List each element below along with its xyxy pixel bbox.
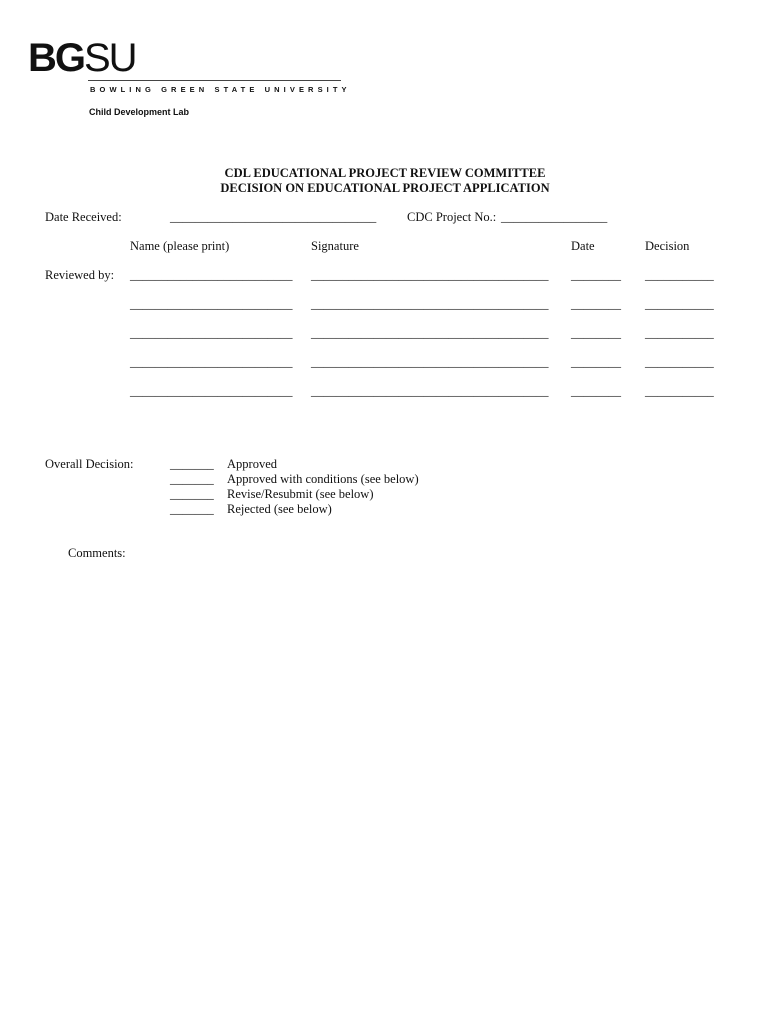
reviewer-signature-field[interactable]: ______________________________________	[311, 326, 549, 340]
form-title-line-1: CDL EDUCATIONAL PROJECT REVIEW COMMITTEE	[224, 166, 546, 180]
logo-wordmark	[28, 38, 136, 78]
reviewer-name-field[interactable]: __________________________	[130, 297, 293, 311]
reviewer-decision-field[interactable]: ___________	[645, 355, 714, 369]
decision-option-label: Revise/Resubmit (see below)	[227, 487, 374, 501]
reviewer-date-field[interactable]: ________	[571, 326, 621, 340]
date-received-label: Date Received:	[45, 210, 122, 224]
reviewer-date-field[interactable]: ________	[571, 384, 621, 398]
comments-label: Comments:	[68, 546, 126, 560]
department-name: Child Development Lab	[89, 107, 190, 117]
decision-blank-field[interactable]: _______	[170, 472, 214, 486]
reviewer-date-field[interactable]: ________	[571, 268, 621, 282]
reviewer-decision-field[interactable]: ___________	[645, 268, 714, 282]
reviewer-decision-field[interactable]: ___________	[645, 326, 714, 340]
reviewer-decision-field[interactable]: ___________	[645, 384, 714, 398]
reviewer-date-field[interactable]: ________	[571, 355, 621, 369]
column-header-name: Name (please print)	[130, 239, 230, 253]
decision-option-label: Approved with conditions (see below)	[227, 472, 419, 486]
date-received-field[interactable]: _________________________________	[170, 210, 377, 224]
logo-tagline: BOWLING GREEN STATE UNIVERSITY	[90, 85, 351, 94]
logo-bold-text: BG	[28, 36, 84, 80]
decision-option-label: Rejected (see below)	[227, 502, 332, 516]
column-header-date: Date	[571, 239, 595, 253]
logo-light-text: SU	[84, 36, 136, 80]
reviewer-signature-field[interactable]: ______________________________________	[311, 297, 549, 311]
cdc-project-label: CDC Project No.:	[407, 210, 497, 224]
decision-blank-field[interactable]: _______	[170, 502, 214, 516]
form-title-line-2: DECISION ON EDUCATIONAL PROJECT APPLICATION	[220, 181, 550, 195]
reviewer-name-field[interactable]: __________________________	[130, 326, 293, 340]
decision-option-label: Approved	[227, 457, 277, 471]
column-header-signature: Signature	[311, 239, 359, 253]
cdc-project-field[interactable]: _________________	[501, 210, 608, 224]
logo-rule	[88, 80, 341, 81]
reviewer-date-field[interactable]: ________	[571, 297, 621, 311]
reviewer-signature-field[interactable]: ______________________________________	[311, 268, 549, 282]
decision-blank-field[interactable]: _______	[170, 457, 214, 471]
reviewer-name-field[interactable]: __________________________	[130, 355, 293, 369]
reviewed-by-label: Reviewed by:	[45, 268, 115, 282]
column-header-decision: Decision	[645, 239, 690, 253]
overall-decision-label: Overall Decision:	[45, 457, 134, 471]
reviewer-decision-field[interactable]: ___________	[645, 297, 714, 311]
decision-blank-field[interactable]: _______	[170, 487, 214, 501]
reviewer-name-field[interactable]: __________________________	[130, 268, 293, 282]
reviewer-name-field[interactable]: __________________________	[130, 384, 293, 398]
reviewer-signature-field[interactable]: ______________________________________	[311, 384, 549, 398]
reviewer-signature-field[interactable]: ______________________________________	[311, 355, 549, 369]
